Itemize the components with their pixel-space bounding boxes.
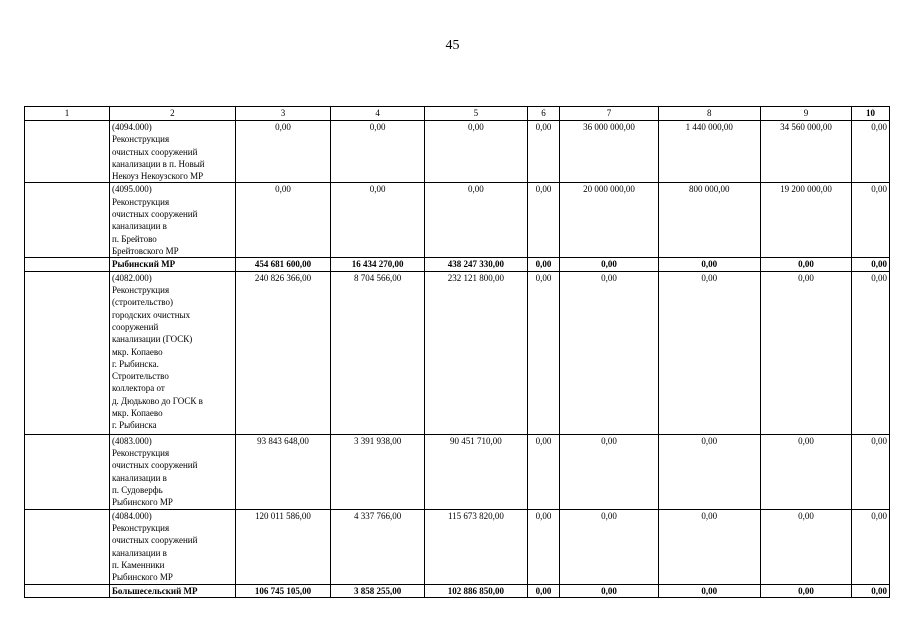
table-cell: 4 337 766,00 [331, 509, 425, 584]
header-cell: 1 [25, 107, 110, 121]
subtotal-row [25, 584, 890, 597]
table-cell: 0,00 [852, 434, 890, 509]
item-description: (4084.000) Реконструкция очистных сооружений канализации в п. Каменники Рыбинского МР [109, 509, 235, 584]
table-cell: 232 121 800,00 [425, 271, 527, 434]
header-cell: 2 [109, 107, 235, 121]
table-cell: 115 673 820,00 [425, 509, 527, 584]
header-cell: 5 [425, 107, 527, 121]
table-cell: 0,00 [527, 434, 560, 509]
header-cell: 6 [527, 107, 560, 121]
table-row [25, 509, 890, 584]
header-cell: 10 [852, 107, 890, 121]
page-number: 45 [445, 38, 460, 53]
table-row [25, 271, 890, 434]
table-cell: 0,00 [852, 121, 890, 183]
table-cell: 0,00 [658, 584, 760, 597]
table-cell: 0,00 [560, 271, 658, 434]
table-cell: 0,00 [560, 434, 658, 509]
table-cell: 438 247 330,00 [425, 258, 527, 271]
budget-table [24, 106, 890, 598]
table-cell: 0,00 [658, 258, 760, 271]
table-cell: 0,00 [331, 183, 425, 258]
table-cell: 0,00 [527, 121, 560, 183]
table-cell: 120 011 586,00 [235, 509, 330, 584]
table-cell [25, 509, 110, 584]
item-description: (4082.000) Реконструкция (строительство) городских очистных сооружений канализации (ГОСК) мкр. Копаево г. Рыбинска. Строительство коллектора от д. Дюдьково до ГОСК в мкр. Копаево г. Рыбинска [109, 271, 235, 434]
table-cell: 0,00 [852, 258, 890, 271]
table-cell [25, 271, 110, 434]
table-cell: 1 440 000,00 [658, 121, 760, 183]
table-cell: 20 000 000,00 [560, 183, 658, 258]
table-cell: 0,00 [658, 271, 760, 434]
table-cell: 36 000 000,00 [560, 121, 658, 183]
table-cell: 0,00 [760, 434, 851, 509]
item-description: Большесельский МР [109, 584, 235, 597]
header-row [25, 107, 890, 121]
item-description: Рыбинский МР [109, 258, 235, 271]
table-cell: 3 858 255,00 [331, 584, 425, 597]
item-description: (4095.000) Реконструкция очистных сооружений канализации в п. Брейтово Брейтовского МР [109, 183, 235, 258]
table-cell: 0,00 [425, 121, 527, 183]
table-body [25, 107, 890, 598]
table-cell: 0,00 [235, 121, 330, 183]
table-cell: 19 200 000,00 [760, 183, 851, 258]
table-cell: 106 745 105,00 [235, 584, 330, 597]
table-cell: 0,00 [760, 509, 851, 584]
table-cell [25, 584, 110, 597]
table-cell [25, 434, 110, 509]
table-cell: 0,00 [852, 584, 890, 597]
table-cell: 0,00 [658, 434, 760, 509]
table-cell: 102 886 850,00 [425, 584, 527, 597]
header-cell: 3 [235, 107, 330, 121]
table-cell: 0,00 [560, 258, 658, 271]
table-row [25, 183, 890, 258]
table-cell: 3 391 938,00 [331, 434, 425, 509]
header-cell: 4 [331, 107, 425, 121]
table-row [25, 434, 890, 509]
table-cell: 0,00 [331, 121, 425, 183]
header-cell: 8 [658, 107, 760, 121]
table-cell: 0,00 [527, 183, 560, 258]
item-description: (4094.000) Реконструкция очистных сооружений канализации в п. Новый Некоуз Некоузского МР [109, 121, 235, 183]
table-cell: 240 826 366,00 [235, 271, 330, 434]
table-cell: 800 000,00 [658, 183, 760, 258]
table-cell: 0,00 [560, 509, 658, 584]
header-cell: 9 [760, 107, 851, 121]
table-cell: 0,00 [527, 509, 560, 584]
table-cell: 0,00 [852, 509, 890, 584]
table-cell [25, 183, 110, 258]
table-cell: 0,00 [760, 584, 851, 597]
table-cell: 0,00 [235, 183, 330, 258]
table-cell: 0,00 [425, 183, 527, 258]
table-cell: 8 704 566,00 [331, 271, 425, 434]
table-cell [25, 121, 110, 183]
table-cell: 0,00 [760, 271, 851, 434]
subtotal-row [25, 258, 890, 271]
table-cell: 0,00 [852, 183, 890, 258]
header-cell: 7 [560, 107, 658, 121]
table-cell: 0,00 [760, 258, 851, 271]
table-cell: 0,00 [852, 271, 890, 434]
item-description: (4083.000) Реконструкция очистных сооружений канализации в п. Судоверфь Рыбинского МР [109, 434, 235, 509]
table-cell: 16 434 270,00 [331, 258, 425, 271]
table-cell: 0,00 [658, 509, 760, 584]
table-cell: 0,00 [527, 584, 560, 597]
table-cell: 454 681 600,00 [235, 258, 330, 271]
table-cell: 0,00 [560, 584, 658, 597]
table-cell: 0,00 [527, 258, 560, 271]
table-cell: 90 451 710,00 [425, 434, 527, 509]
table-cell: 34 560 000,00 [760, 121, 851, 183]
table-cell [25, 258, 110, 271]
table-cell: 93 843 648,00 [235, 434, 330, 509]
table-cell: 0,00 [527, 271, 560, 434]
table-row [25, 121, 890, 183]
